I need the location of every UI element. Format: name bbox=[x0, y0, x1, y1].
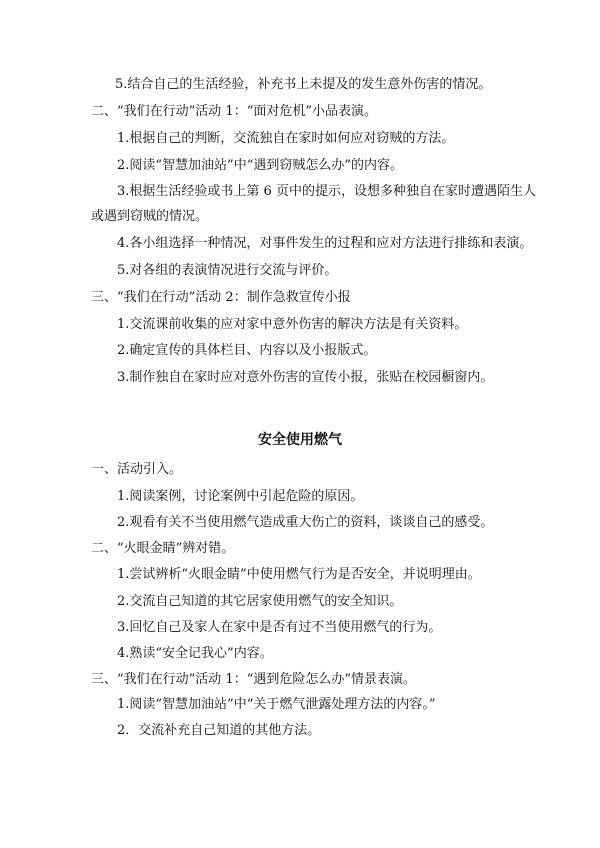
section-heading: 三、“我们在行动”活动 2：制作急救宣传小报 bbox=[91, 290, 351, 305]
paragraph-line: 1.阅读案例，讨论案例中引起危险的原因。 bbox=[117, 489, 364, 504]
paragraph-line: 3.制作独自在家时应对意外伤害的宣传小报，张贴在校园橱窗内。 bbox=[117, 370, 494, 385]
paragraph-line: 4.各小组选择一种情况，对事件发生的过程和应对方法进行排练和表演。 bbox=[117, 236, 533, 251]
paragraph-line: 2.确定宣传的具体栏目、内容以及小报版式。 bbox=[117, 343, 377, 358]
section-heading: 一、活动引入。 bbox=[91, 462, 183, 477]
section-heading: 三、“我们在行动”活动 1：“遇到危险怎么办”情景表演。 bbox=[91, 672, 416, 687]
paragraph-line: 1.交流课前收集的应对家中意外伤害的解决方法是有关资料。 bbox=[117, 317, 468, 332]
paragraph-line: 4.熟读“安全记我心”内容。 bbox=[117, 646, 273, 661]
paragraph-line: 2.阅读“智慧加油站”中“遇到窃贼怎么办”的内容。 bbox=[117, 158, 403, 173]
paragraph-line: 3.根据生活经验或书上第 6 页中的提示，设想多种独自在家时遭遇陌生人 bbox=[117, 184, 536, 199]
page-title: 安全使用燃气 bbox=[258, 432, 342, 448]
section-heading: 二、“我们在行动”活动 1：“面对危机”小品表演。 bbox=[91, 104, 377, 119]
paragraph-line: 1.尝试辨析“火眼金睛”中使用燃气行为是否安全，并说明理由。 bbox=[117, 567, 481, 582]
paragraph-line: 5.对各组的表演情况进行交流与评价。 bbox=[117, 263, 338, 278]
paragraph-line: 1.阅读“智慧加油站”中“关于燃气泄露处理方法的内容。” bbox=[117, 697, 436, 712]
section-heading: 二、“火眼金睛”辨对错。 bbox=[91, 541, 235, 556]
paragraph-line: 1.根据自己的判断，交流独自在家时如何应对窃贼的方法。 bbox=[117, 131, 455, 146]
paragraph-line: 3.回忆自己及家人在家中是否有过不当使用燃气的行为。 bbox=[117, 620, 442, 635]
paragraph-line: 2.交流自己知道的其它居家使用燃气的安全知识。 bbox=[117, 594, 403, 609]
paragraph-line: 2．交流补充自己知道的其他方法。 bbox=[117, 723, 321, 738]
paragraph-line: 2.观看有关不当使用燃气造成重大伤亡的资料，谈谈自己的感受。 bbox=[117, 515, 494, 530]
paragraph-line-continued: 或遇到窃贼的情况。 bbox=[91, 209, 209, 224]
paragraph-line: 5.结合自己的生活经验，补充书上未提及的发生意外伤害的情况。 bbox=[115, 77, 492, 92]
